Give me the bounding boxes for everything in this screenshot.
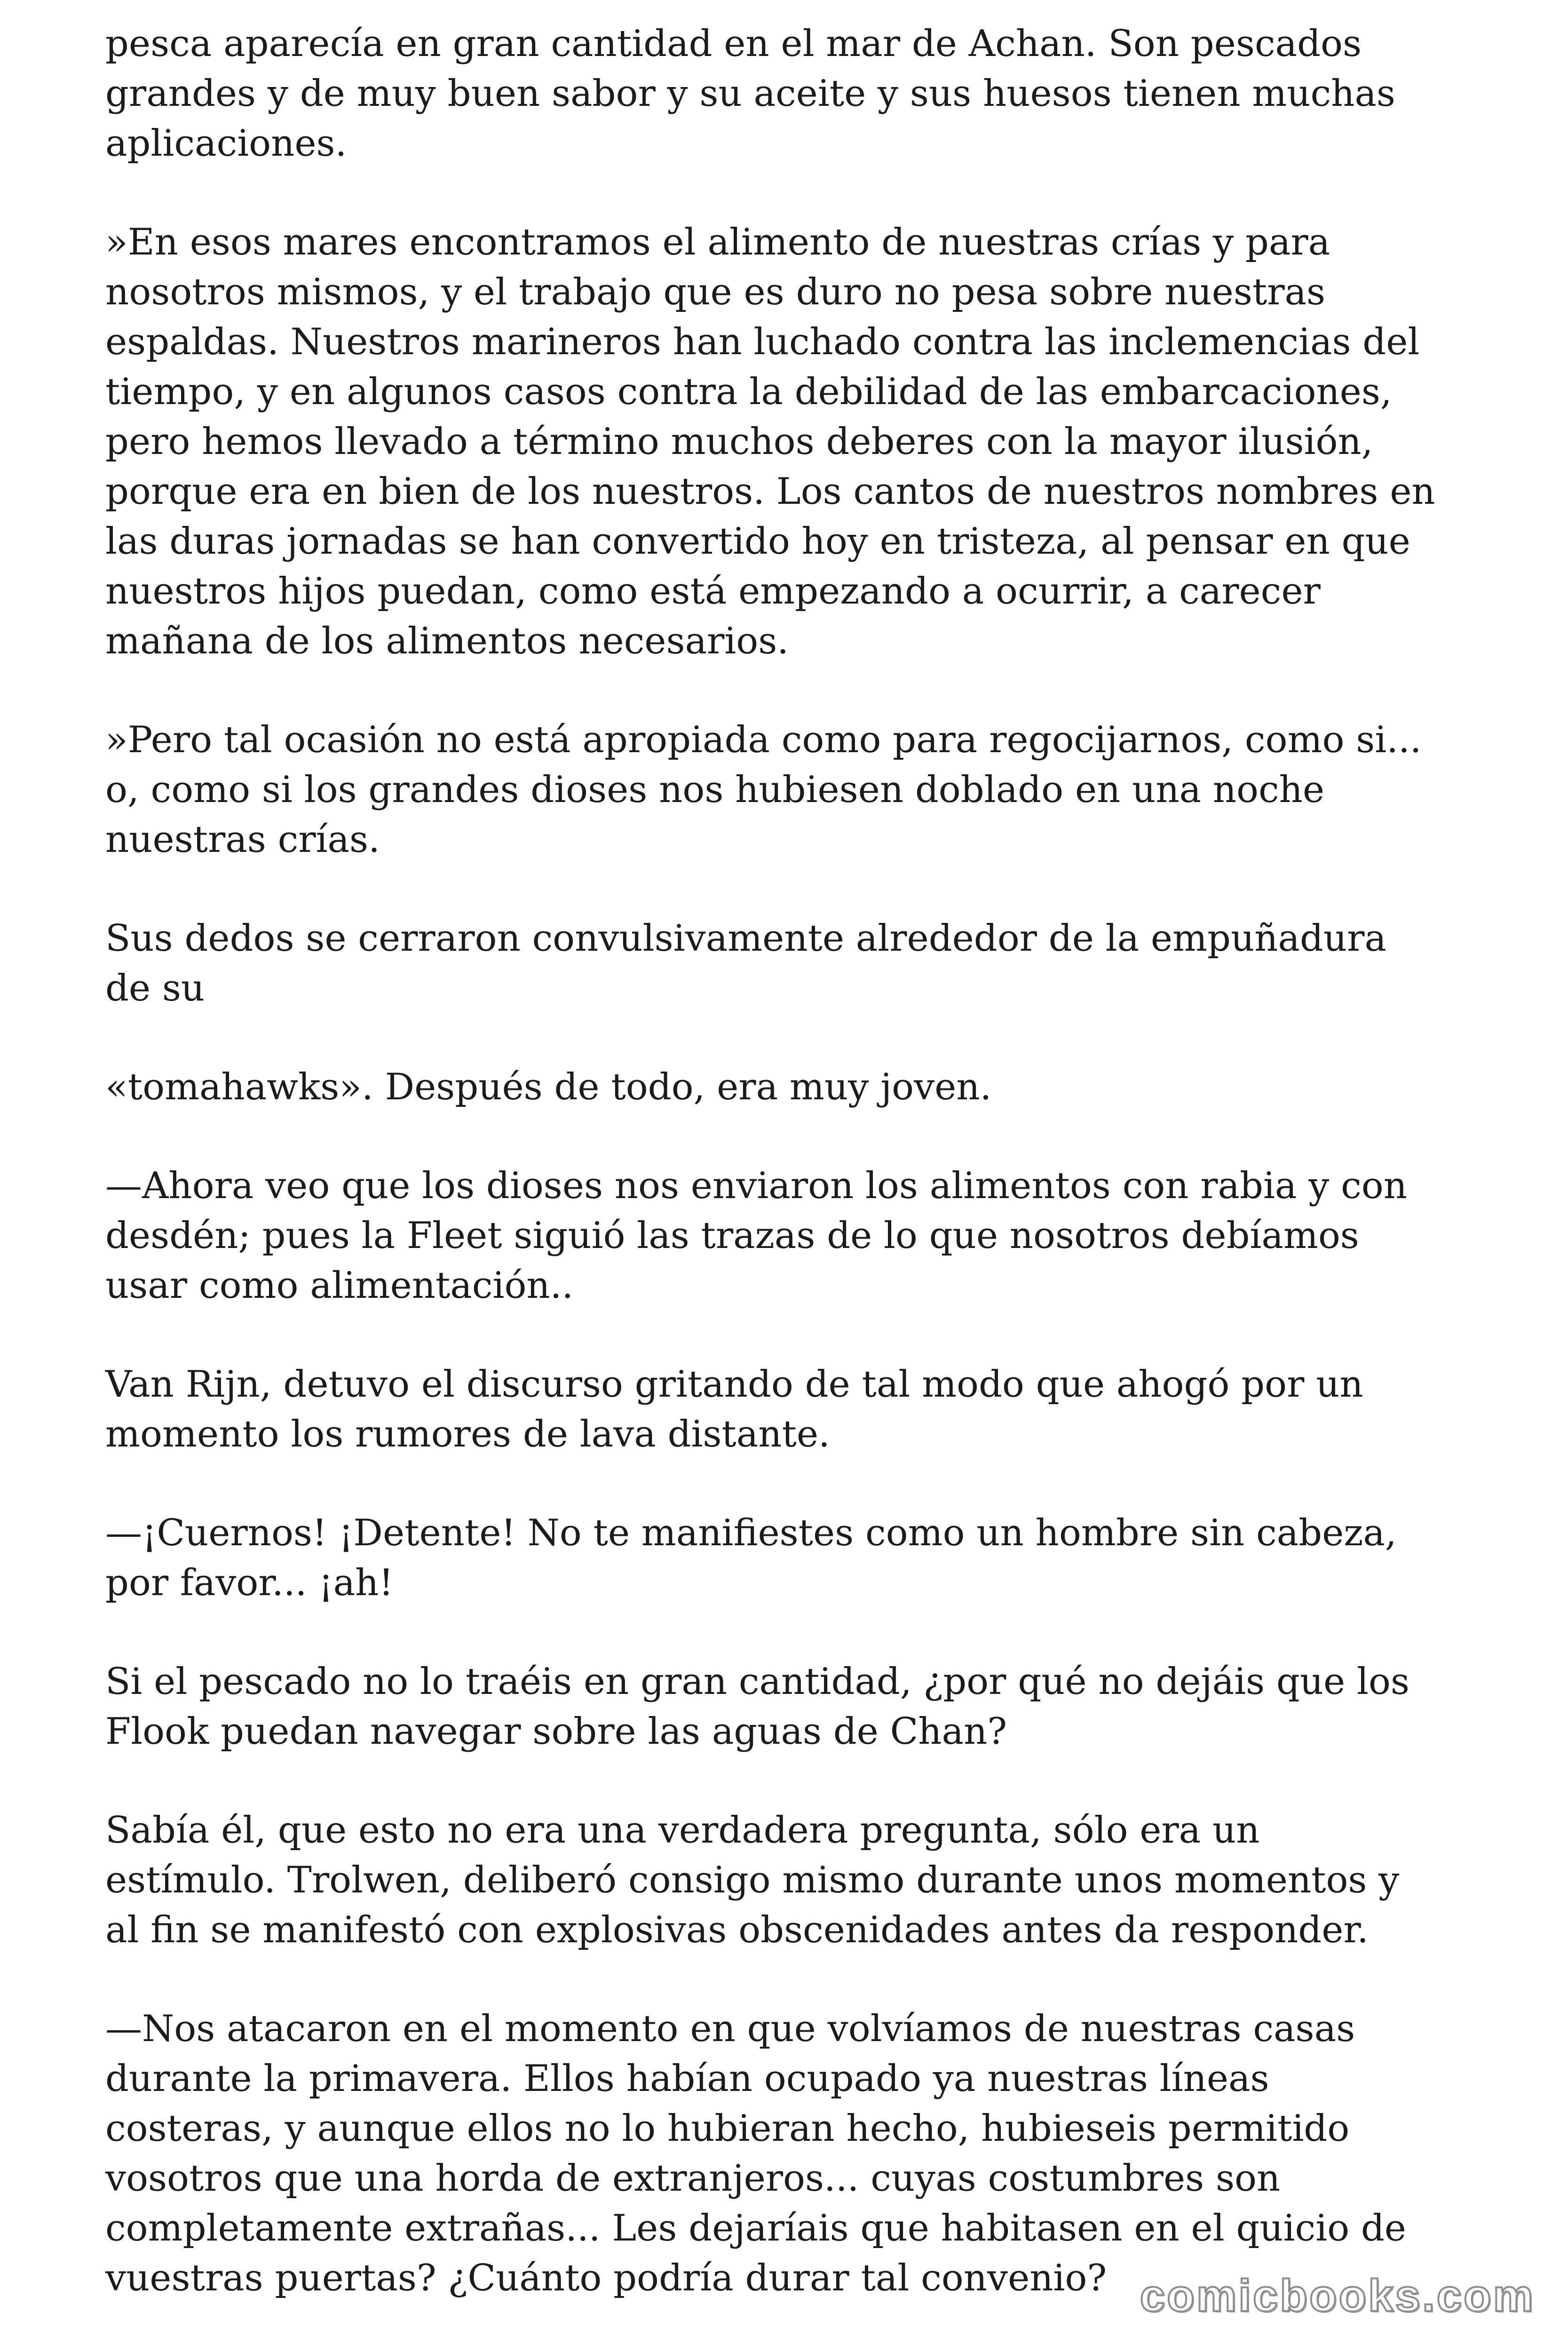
paragraph: »En esos mares encontramos el alimento de nuestras crías y para nosotros mismos, y el trabajo que es duro no pesa sobre nuestras espaldas. Nuestros marineros han luchado contra las inclemencias del tiempo, y en algunos casos contra la debilidad de las embarcaciones, pero hemos llevado a término muchos deberes con la mayor ilusión, porque era en bien de los nuestros. Los cantos de nuestros nombres en las duras jornadas se han convertido hoy en tristeza, al pensar en que nuestros hijos puedan, como está empezando a ocurrir, a carecer mañana de los alimentos necesarios. bbox=[105, 221, 1435, 662]
paragraph: —¡Cuernos! ¡Detente! No te manifiestes como un hombre sin cabeza, por favor... ¡ah! bbox=[105, 1512, 1397, 1604]
paragraph: Van Rijn, detuvo el discurso gritando de tal modo que ahogó por un momento los rumores de lava distante. bbox=[105, 1363, 1363, 1455]
paragraph: —Nos atacaron en el momento en que volvíamos de nuestras casas durante la primavera. Ellos habían ocupado ya nuestras líneas costeras, y aunque ellos no lo hubieran hecho, hubieseis permitido vosotros que una horda de extranjeros... cuyas costumbres son completamente extrañas... Les dejaríais que habitasen en el quicio de vuestras puertas? ¿Cuánto podría durar tal convenio? bbox=[105, 2008, 1406, 2299]
paragraph: Sabía él, que esto no era una verdadera pregunta, sólo era un estímulo. Trolwen, deliberó consigo mismo durante unos momentos y al fin se manifestó con explosivas obscenidades antes da responder. bbox=[105, 1809, 1400, 1951]
body-text bbox=[105, 19, 1479, 2352]
paragraph: «tomahawks». Después de todo, era muy joven. bbox=[105, 1066, 992, 1108]
paragraph: —Ahora veo que los dioses nos enviaron los alimentos con rabia y con desdén; pues la Fleet siguió las trazas de lo que nosotros debíamos usar como alimentación.. bbox=[105, 1165, 1407, 1307]
watermark-logo: comicbooks.com bbox=[1140, 2271, 1535, 2321]
paragraph: pesca aparecía en gran cantidad en el mar de Achan. Son pescados grandes y de muy buen sabor y su aceite y sus huesos tienen muchas aplicaciones. bbox=[105, 23, 1395, 165]
paragraph: Si el pescado no lo traéis en gran cantidad, ¿por qué no dejáis que los Flook puedan navegar sobre las aguas de Chan? bbox=[105, 1661, 1410, 1753]
paragraph: »Pero tal ocasión no está apropiada como para regocijarnos, como si... o, como si los grandes dioses nos hubiesen doblado en una noche nuestras crías. bbox=[105, 719, 1422, 861]
paragraph: Sus dedos se cerraron convulsivamente alrededor de la empuñadura de su bbox=[105, 917, 1386, 1009]
